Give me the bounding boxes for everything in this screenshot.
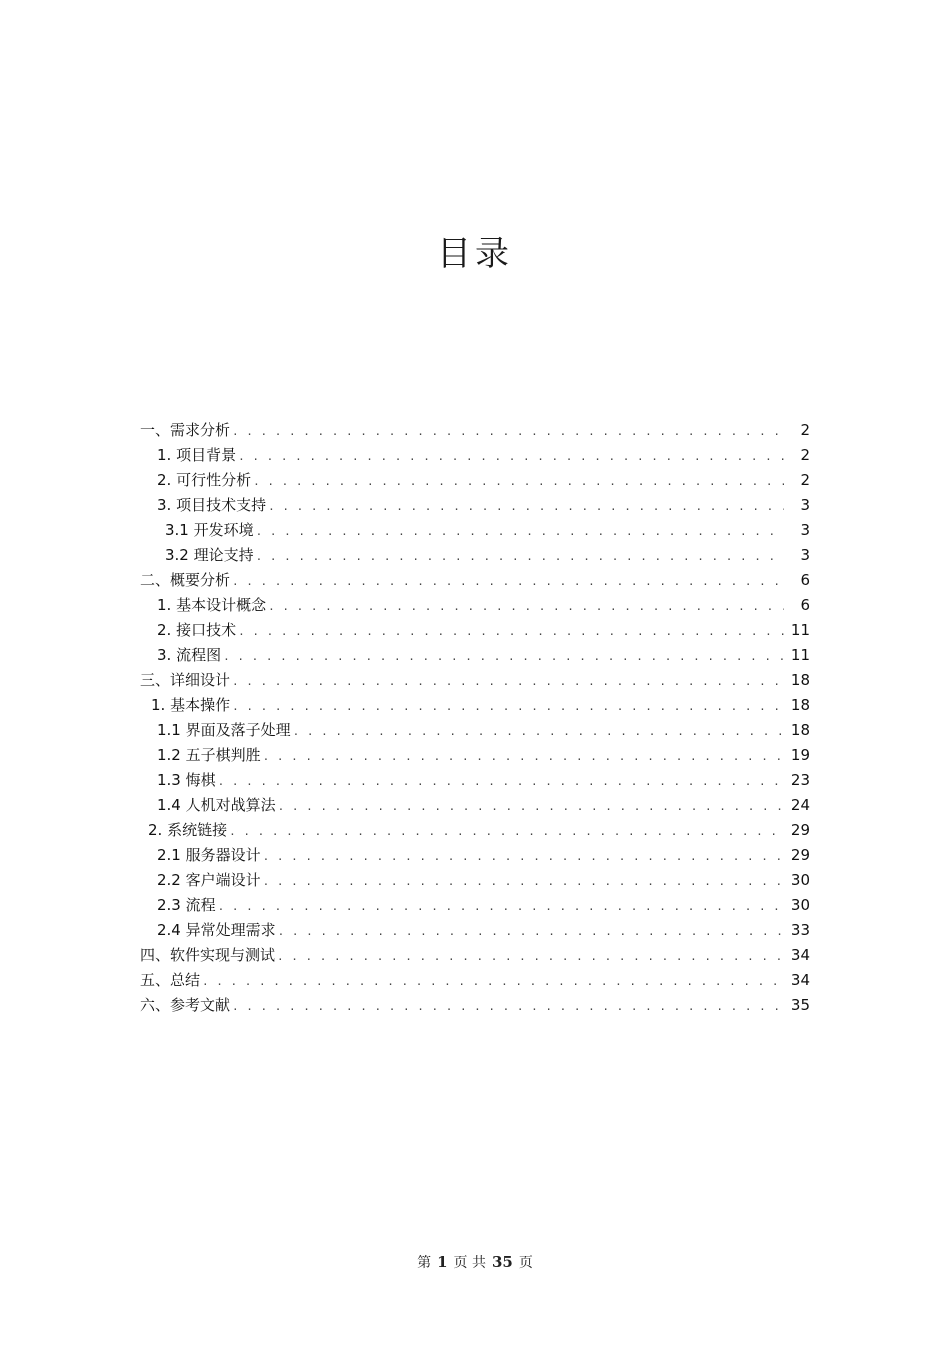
toc-entry-label: 3.1 开发环境 <box>165 521 254 539</box>
toc-entry-label: 3. 项目技术支持 <box>157 496 267 514</box>
toc-entry[interactable] <box>140 643 810 668</box>
toc-entry-label: 1.3 悔棋 <box>157 771 216 789</box>
toc-entry-page: 6 <box>800 571 810 589</box>
toc-entry-label: 3.2 理论支持 <box>165 546 254 564</box>
toc-leader <box>278 794 784 819</box>
toc-entry-page: 11 <box>790 621 810 639</box>
footer-total-pages: 35 <box>492 1253 513 1271</box>
footer-prefix: 第 <box>417 1255 432 1271</box>
toc-leader <box>256 519 784 544</box>
toc-entry[interactable] <box>140 968 810 993</box>
toc-entry-page: 11 <box>790 646 810 664</box>
toc-leader <box>253 469 784 494</box>
toc-leader <box>277 944 784 969</box>
toc-leader <box>232 419 784 444</box>
toc-leader <box>263 869 784 894</box>
toc-entry-page: 2 <box>800 471 810 489</box>
toc-entry-label: 2. 可行性分析 <box>157 471 252 489</box>
toc-entry[interactable] <box>140 668 810 693</box>
toc-entry-label: 一、需求分析 <box>140 421 231 439</box>
toc-entry[interactable] <box>140 418 810 443</box>
page-footer <box>0 1252 950 1272</box>
toc-entry-page: 35 <box>790 996 810 1014</box>
toc-entry-label: 3. 流程图 <box>157 646 222 664</box>
toc-entry-label: 2.3 流程 <box>157 896 216 914</box>
toc-entry[interactable] <box>140 993 810 1018</box>
toc-entry[interactable] <box>140 718 810 743</box>
toc-entry-page: 34 <box>790 971 810 989</box>
toc-leader <box>263 844 784 869</box>
toc-entry-page: 29 <box>790 846 810 864</box>
toc-entry[interactable] <box>140 693 810 718</box>
toc-entry-label: 2.4 异常处理需求 <box>157 921 276 939</box>
toc-entry-label: 三、详细设计 <box>140 671 231 689</box>
toc-entry-page: 29 <box>790 821 810 839</box>
toc-entry[interactable] <box>140 568 810 593</box>
footer-suffix: 页 <box>518 1255 533 1271</box>
toc-leader <box>232 994 784 1019</box>
toc-entry-page: 19 <box>790 746 810 764</box>
toc-leader <box>218 769 784 794</box>
toc-entry-label: 1. 基本设计概念 <box>157 596 267 614</box>
toc-entry[interactable] <box>140 943 810 968</box>
toc-entry[interactable] <box>140 743 810 768</box>
toc-entry-page: 33 <box>790 921 810 939</box>
toc-entry-page: 2 <box>800 421 810 439</box>
toc-entry-label: 1.2 五子棋判胜 <box>157 746 261 764</box>
toc-leader <box>278 919 784 944</box>
toc-entry-label: 四、软件实现与测试 <box>140 946 276 964</box>
toc-leader <box>232 694 784 719</box>
toc-entry-page: 30 <box>790 896 810 914</box>
toc-leader <box>232 669 784 694</box>
toc-leader <box>238 444 784 469</box>
toc-entry-page: 18 <box>790 696 810 714</box>
toc-entry-label: 二、概要分析 <box>140 571 231 589</box>
toc-entry[interactable] <box>140 543 810 568</box>
toc-entry-page: 2 <box>800 446 810 464</box>
page-title: 目录 <box>437 234 513 274</box>
toc-entry[interactable] <box>140 843 810 868</box>
toc-entry-label: 五、总结 <box>140 971 201 989</box>
toc-entry-page: 30 <box>790 871 810 889</box>
toc-leader <box>263 744 784 769</box>
toc-entry[interactable] <box>140 443 810 468</box>
toc-leader <box>229 819 784 844</box>
toc-entry-label: 2.2 客户端设计 <box>157 871 261 889</box>
toc-entry[interactable] <box>140 793 810 818</box>
toc-entry-page: 3 <box>800 496 810 514</box>
toc-entry[interactable] <box>140 768 810 793</box>
toc-leader <box>223 644 784 669</box>
toc-entry-page: 18 <box>790 671 810 689</box>
toc-entry[interactable] <box>140 818 810 843</box>
toc-entry[interactable] <box>140 918 810 943</box>
toc-leader <box>202 969 784 994</box>
toc-entry-page: 6 <box>800 596 810 614</box>
toc-leader <box>256 544 784 569</box>
toc-leader <box>293 719 784 744</box>
toc-entry[interactable] <box>140 593 810 618</box>
toc-entry-page: 3 <box>800 546 810 564</box>
toc-entry-label: 1. 项目背景 <box>157 446 237 464</box>
toc-entry[interactable] <box>140 868 810 893</box>
toc-entry-label: 2.1 服务器设计 <box>157 846 261 864</box>
toc-leader <box>218 894 784 919</box>
toc-entry-page: 24 <box>790 796 810 814</box>
toc-entry[interactable] <box>140 493 810 518</box>
toc-entry[interactable] <box>140 468 810 493</box>
toc-entry[interactable] <box>140 518 810 543</box>
toc-entry-label: 2. 接口技术 <box>157 621 237 639</box>
toc-leader <box>268 494 784 519</box>
footer-mid: 页 共 <box>453 1255 486 1271</box>
toc-entry-page: 3 <box>800 521 810 539</box>
toc-leader <box>232 569 784 594</box>
toc-entry-label: 1.4 人机对战算法 <box>157 796 276 814</box>
toc-leader <box>238 619 784 644</box>
toc-entry[interactable] <box>140 893 810 918</box>
toc-leader <box>268 594 784 619</box>
toc-entry-label: 2. 系统链接 <box>148 821 228 839</box>
toc-entry[interactable] <box>140 618 810 643</box>
toc-entry-label: 1. 基本操作 <box>151 696 231 714</box>
table-of-contents <box>140 418 810 1018</box>
toc-entry-label: 1.1 界面及落子处理 <box>157 721 291 739</box>
footer-current-page: 1 <box>437 1253 448 1271</box>
toc-entry-page: 34 <box>790 946 810 964</box>
toc-entry-label: 六、参考文献 <box>140 996 231 1014</box>
toc-entry-page: 23 <box>790 771 810 789</box>
toc-entry-page: 18 <box>790 721 810 739</box>
